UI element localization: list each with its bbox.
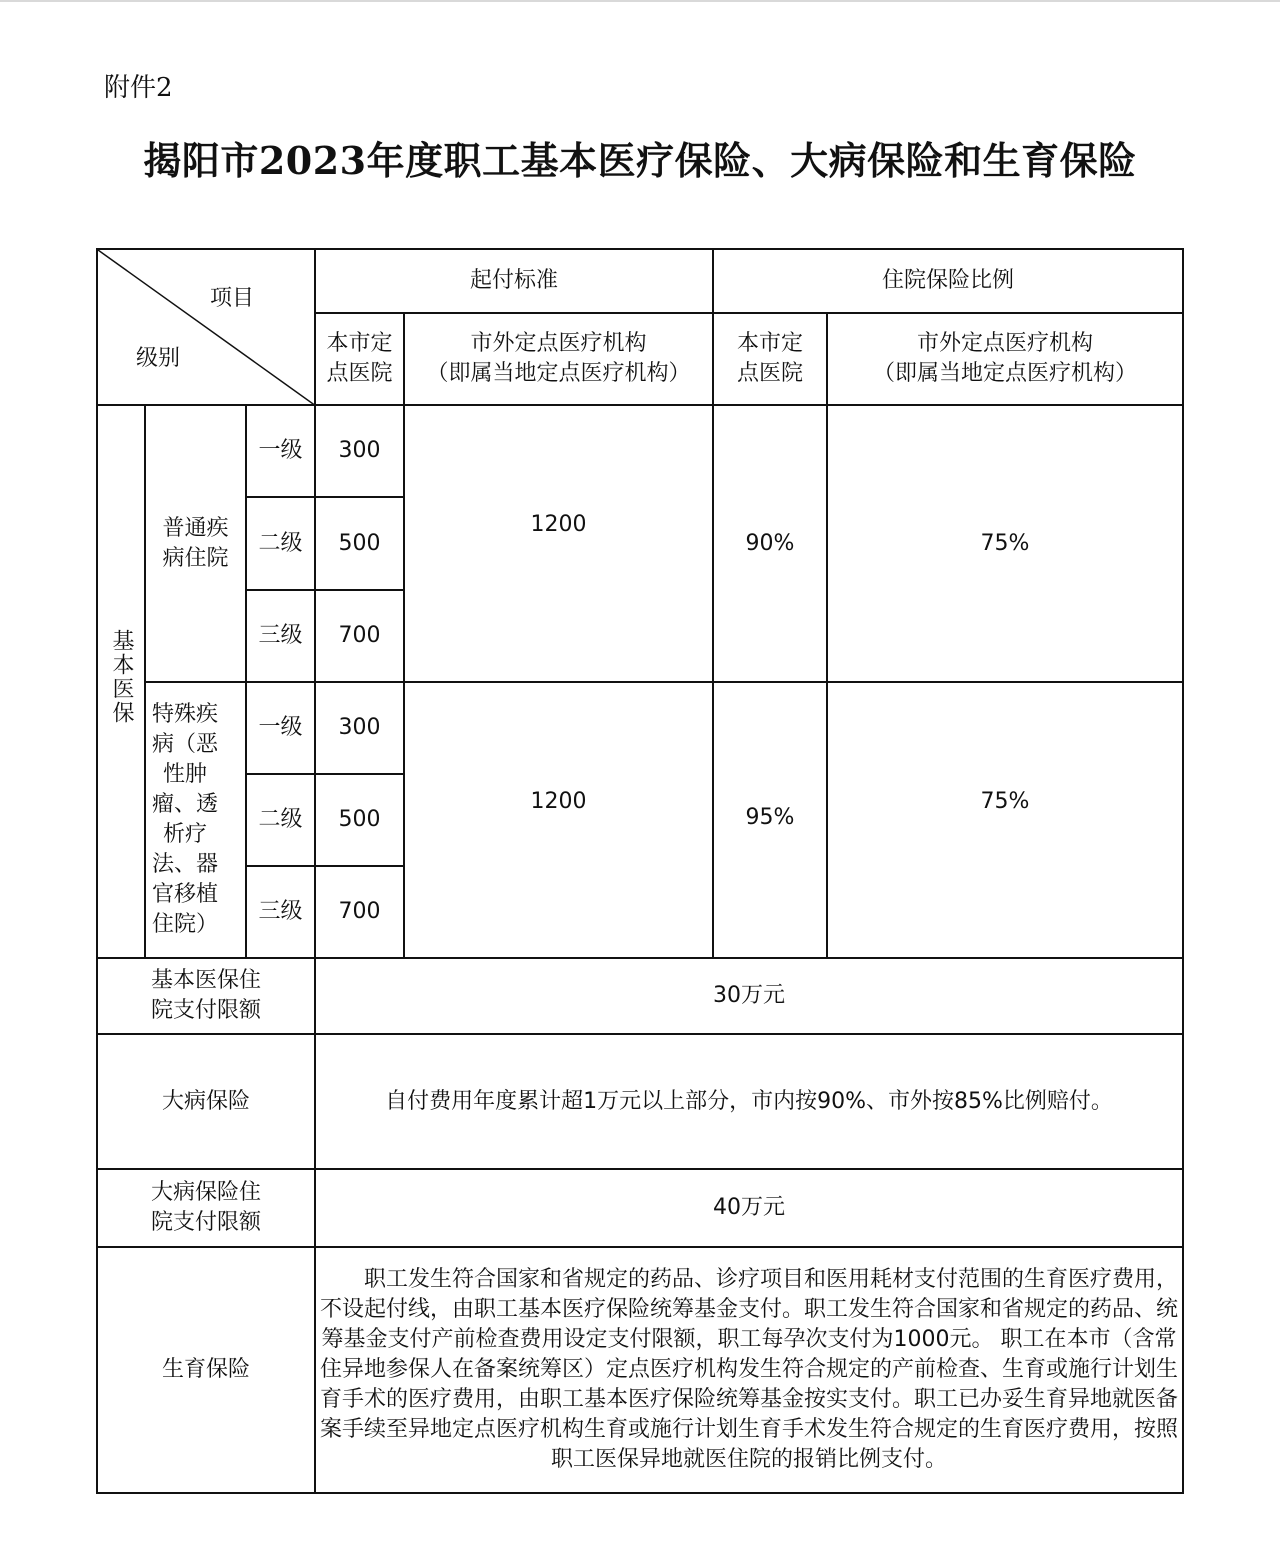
ordinary-outside-deductible: 1200	[404, 405, 713, 682]
table-row	[97, 1034, 1183, 1169]
header-outside-institution-ratio: 市外定点医疗机构 （即属当地定点医疗机构）	[827, 313, 1183, 405]
city-deductible-cell: 500	[315, 497, 404, 590]
level-cell: 一级	[246, 405, 315, 497]
basic-limit-label: 基本医保住院支付限额	[150, 968, 261, 1023]
level-cell: 二级	[246, 497, 315, 590]
level-cell: 一级	[246, 682, 315, 774]
header-city-hospital-deductible	[315, 313, 404, 405]
special-disease-cell	[145, 682, 246, 958]
header-item-label: 项目	[210, 286, 255, 311]
table-row	[97, 682, 1183, 774]
insurance-table	[96, 248, 1184, 1494]
diagonal-line	[98, 250, 316, 406]
basic-limit-value: 30万元	[315, 958, 1183, 1034]
table-row	[97, 958, 1183, 1034]
level-cell: 三级	[246, 866, 315, 958]
critical-limit-label: 大病保险住院支付限额	[150, 1180, 261, 1235]
header-outside-institution-deductible: 市外定点医疗机构 （即属当地定点医疗机构）	[404, 313, 713, 405]
category-basic-insurance	[97, 405, 145, 958]
ordinary-disease-cell	[145, 405, 246, 682]
city-deductible-cell: 500	[315, 774, 404, 866]
table-row	[97, 1169, 1183, 1247]
city-deductible-cell: 700	[315, 590, 404, 682]
city-deductible-cell: 300	[315, 405, 404, 497]
critical-limit-value: 40万元	[315, 1169, 1183, 1247]
maternity-label: 生育保险	[97, 1247, 315, 1493]
basic-limit-label-cell	[97, 958, 315, 1034]
special-outside-deductible: 1200	[404, 682, 713, 958]
header-inpatient-ratio: 住院保险比例	[713, 249, 1183, 313]
special-outside-ratio: 75%	[827, 682, 1183, 958]
attachment-label: 附件2	[104, 73, 173, 103]
city-deductible-cell: 700	[315, 866, 404, 958]
page-top-border	[0, 0, 1280, 2]
document-title: 揭阳市2023年度职工基本医疗保险、大病保险和生育保险	[143, 138, 1137, 183]
header-level-label: 级别	[136, 346, 181, 371]
header-city-hospital-label: 本市定点医院	[326, 331, 393, 386]
ordinary-outside-ratio: 75%	[827, 405, 1183, 682]
critical-illness-value: 自付费用年度累计超1万元以上部分，市内按90%、市外按85%比例赔付。	[315, 1034, 1183, 1169]
table-row	[97, 1247, 1183, 1493]
special-city-ratio: 95%	[713, 682, 827, 958]
header-city-hospital-label-2: 本市定点医院	[736, 331, 803, 386]
ordinary-disease-label: 普通疾病住院	[162, 515, 229, 571]
header-diagonal-cell	[97, 249, 315, 405]
special-disease-label: 特殊疾病（恶性肿瘤、透析疗法、器官移植住院）	[151, 702, 218, 937]
level-cell: 三级	[246, 590, 315, 682]
table-row	[97, 405, 1183, 497]
critical-limit-label-cell	[97, 1169, 315, 1247]
maternity-value: 职工发生符合国家和省规定的药品、诊疗项目和医用耗材支付范围的生育医疗费用，不设起付线，由职工基本医疗保险统筹基金支付。职工发生符合国家和省规定的药品、统筹基金支付产前检查费用设定支付限额，职工每孕次支付为1000元。 职工在本市（含常住异地参保人在备案统筹区）定点医疗机构发生符合规定的产前检查、生育或施行计划生育手术的医疗费用，由职工基本医疗保险统筹基金按实支付。职工已办妥生育异地就医备案手续至异地定点医疗机构生育或施行计划生育手术发生符合规定的生育医疗费用，按照职工医保异地就医住院的报销比例支付。	[315, 1247, 1183, 1493]
level-cell: 二级	[246, 774, 315, 866]
critical-illness-label: 大病保险	[97, 1034, 315, 1169]
city-deductible-cell: 300	[315, 682, 404, 774]
header-deductible: 起付标准	[315, 249, 713, 313]
header-city-hospital-ratio	[713, 313, 827, 405]
ordinary-city-ratio: 90%	[713, 405, 827, 682]
category-basic-label: 基本医保	[109, 629, 134, 725]
